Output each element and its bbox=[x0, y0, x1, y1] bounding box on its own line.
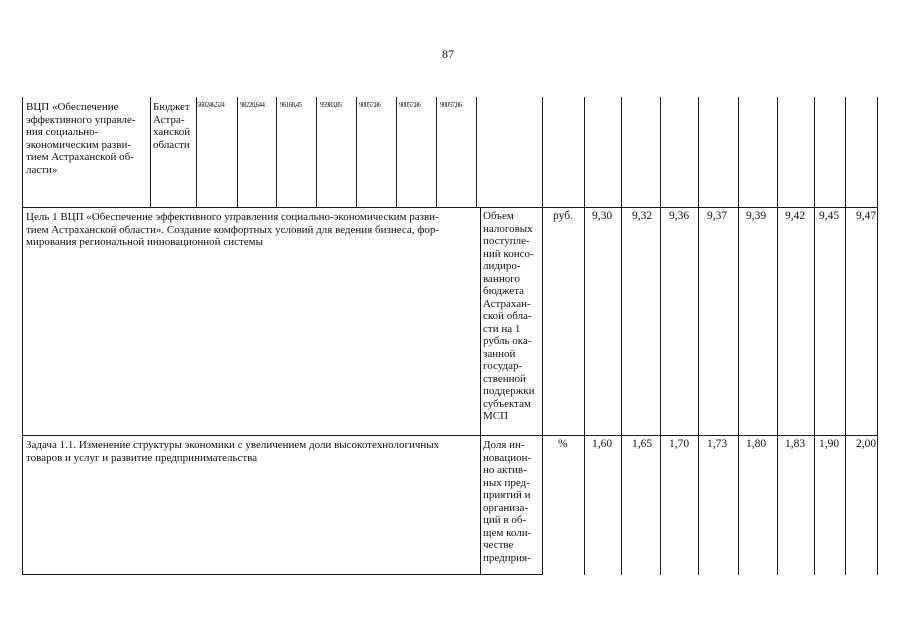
goal-indicator: Объем налоговых поступле- ний консо- лидиро- ванного бюджета Астрахан- ской обла- сти на 1 рубль ока- занной государ- ственной поддержки субъектам МСП bbox=[483, 210, 535, 422]
task-value: 1,83 bbox=[785, 438, 806, 450]
goal-value: 9,36 bbox=[669, 210, 690, 222]
col-divider bbox=[660, 97, 661, 575]
amount-year: 90057,86 bbox=[440, 101, 462, 109]
task-description: Задача 1.1. Изменение структуры экономики с увеличением доли высокотехнологичных товаров и услуг и развитие предпринимательства bbox=[26, 439, 440, 464]
col-divider bbox=[621, 97, 622, 575]
col-divider bbox=[738, 97, 739, 575]
col-divider bbox=[22, 97, 23, 575]
col-divider bbox=[777, 97, 778, 575]
task-value: 2,00 bbox=[856, 438, 877, 450]
amount-total: 560246,524 bbox=[197, 101, 225, 109]
col-divider bbox=[476, 97, 477, 208]
goal-value: 9,30 bbox=[592, 210, 613, 222]
task-value: 1,70 bbox=[669, 438, 690, 450]
goal-value: 9,32 bbox=[632, 210, 653, 222]
col-divider bbox=[845, 97, 846, 575]
amount-year: 95983,85 bbox=[320, 101, 342, 109]
task-indicator: Доля ин- новацион- но актив- ных пред- приятий и организа- ций в об- щем коли- честве предприя- bbox=[483, 439, 532, 564]
amount-year: 98220,644 bbox=[240, 101, 265, 109]
row-divider bbox=[22, 574, 542, 575]
amount-year: 96168,45 bbox=[280, 101, 302, 109]
amount-year: 90057,86 bbox=[399, 101, 421, 109]
col-divider bbox=[480, 208, 481, 575]
col-divider bbox=[356, 97, 357, 208]
col-divider bbox=[396, 97, 397, 208]
col-divider bbox=[436, 97, 437, 208]
task-value: 1,90 bbox=[819, 438, 840, 450]
col-divider bbox=[276, 97, 277, 208]
col-divider bbox=[877, 97, 878, 575]
col-divider bbox=[316, 97, 317, 208]
task-value: 1,65 bbox=[632, 438, 653, 450]
goal-description: Цель 1 ВЦП «Обеспечение эффективного управления социально-экономическим разви- тием Астраханской области». Создание комфортных условий для ведения бизнеса, фор- мирования региональной инновационной системы bbox=[26, 211, 440, 248]
program-name: ВЦП «Обеспечение эффективного управле- ния социально- экономическим разви- тием Астраханской об- ласти» bbox=[26, 101, 136, 176]
col-divider bbox=[814, 97, 815, 575]
amount-year: 90057,86 bbox=[359, 101, 381, 109]
col-divider bbox=[196, 97, 197, 208]
goal-value: 9,42 bbox=[785, 210, 806, 222]
goal-value: 9,47 bbox=[856, 210, 877, 222]
col-divider bbox=[584, 97, 585, 575]
task-value: 1,80 bbox=[746, 438, 767, 450]
task-value: 1,60 bbox=[592, 438, 613, 450]
task-value: 1,73 bbox=[707, 438, 728, 450]
goal-value: 9,45 bbox=[819, 210, 840, 222]
col-divider bbox=[698, 97, 699, 575]
page-number: 87 bbox=[442, 47, 454, 61]
goal-value: 9,39 bbox=[746, 210, 767, 222]
task-unit: % bbox=[558, 438, 568, 450]
funding-source: Бюджет Астра- ханской области bbox=[153, 101, 191, 151]
col-divider bbox=[542, 97, 543, 575]
row-divider bbox=[22, 435, 878, 436]
goal-value: 9,37 bbox=[707, 210, 728, 222]
col-divider bbox=[150, 97, 151, 208]
goal-unit: руб. bbox=[553, 210, 573, 222]
col-divider bbox=[237, 97, 238, 208]
